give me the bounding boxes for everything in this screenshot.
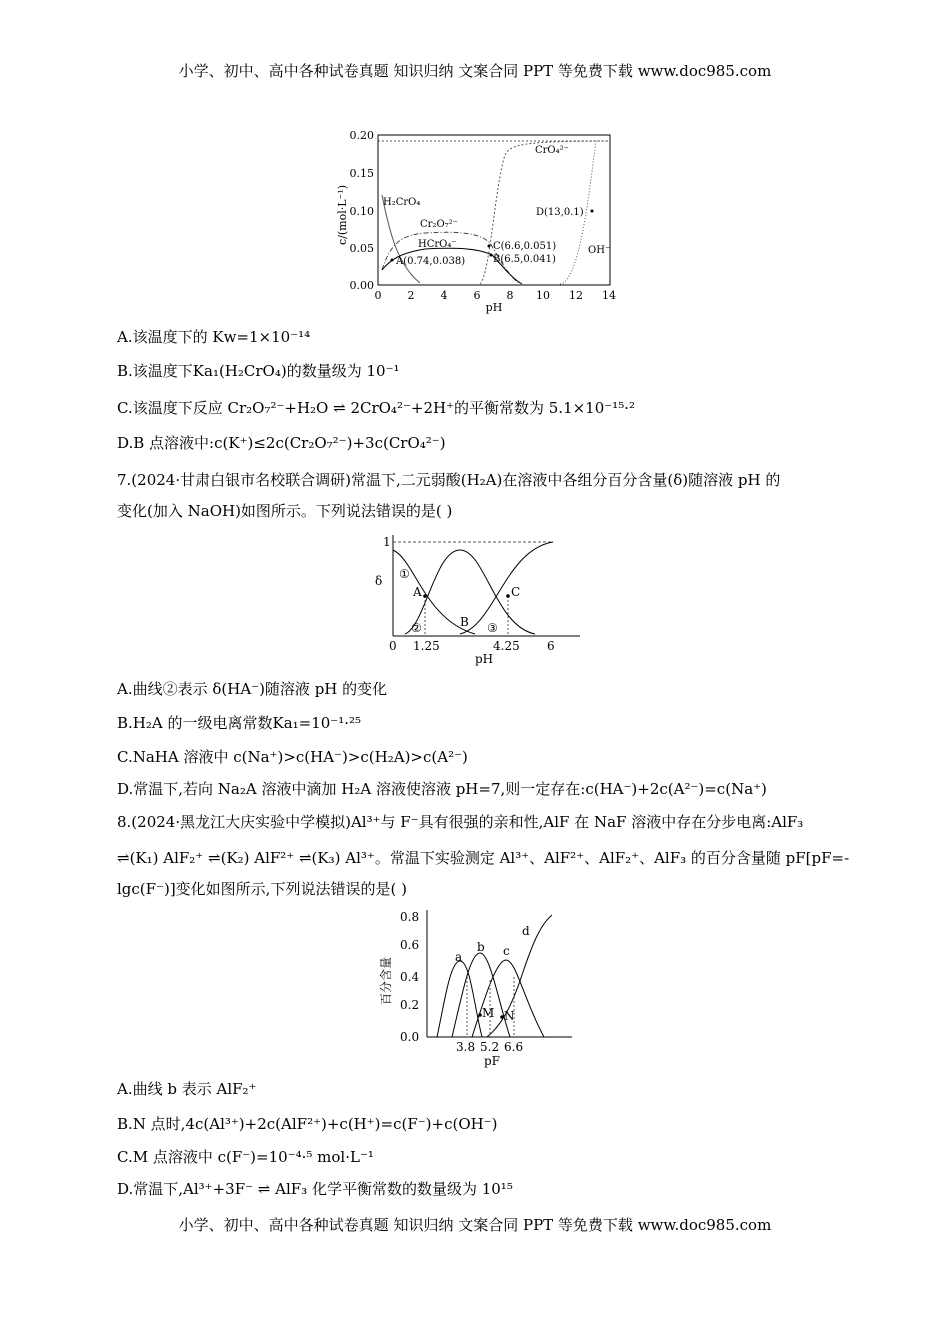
fig3-xtick: 5.2 [480, 1040, 500, 1054]
fig2-ytick: 1 [383, 535, 391, 549]
fig3-curve-d: d [522, 924, 530, 938]
fig2-xtick: 1.25 [413, 639, 440, 653]
fig3-ytick: 0.8 [400, 910, 420, 924]
fig2-point-C: C [511, 585, 521, 599]
fig2-curve-3: ③ [487, 621, 498, 635]
fig2-xtick: 6 [547, 639, 555, 653]
fig1-xtick: 8 [506, 289, 514, 302]
fig1-xtick: 14 [602, 289, 616, 302]
fig1-xtick: 10 [536, 289, 550, 302]
fig1-ytick: 0.15 [349, 167, 374, 180]
fig1-point-B: B(6.5,0.041) [493, 254, 556, 265]
q7-stem-line1: 7.(2024·甘肃白银市名校联合调研)常温下,二元弱酸(H₂A)在溶液中各组分百分含量(δ)随溶液 pH 的 [117, 471, 781, 489]
q7-option-d: D.常温下,若向 Na₂A 溶液中滴加 H₂A 溶液使溶液 pH=7,则一定存在:c(HA⁻)+2c(A²⁻)=c(Na⁺) [117, 780, 767, 798]
fig2-ylabel: δ [375, 574, 383, 588]
q7-option-c: C.NaHA 溶液中 c(Na⁺)>c(HA⁻)>c(H₂A)>c(A²⁻) [117, 748, 468, 766]
fig3-ytick: 0.6 [400, 938, 420, 952]
fig2-point-B: B [460, 615, 469, 629]
q6-option-b: B.该温度下Ka₁(H₂CrO₄)的数量级为 10⁻¹ [117, 362, 400, 380]
fig1-xtick: 12 [569, 289, 583, 302]
q8-option-a: A.曲线 b 表示 AlF₂⁺ [117, 1080, 257, 1098]
fig3-ylabel: 百分含量 [379, 956, 393, 1005]
fig1-label-oh: OH⁻ [588, 245, 611, 256]
fig3-ytick: 0.0 [400, 1030, 420, 1044]
fig1-ytick: 0.10 [349, 205, 374, 218]
fig1-label-hcro4: HCrO₄⁻ [418, 239, 457, 250]
fig2-curve-1: ① [399, 567, 410, 581]
page-footer: 小学、初中、高中各种试卷真题 知识归纳 文案合同 PPT 等免费下载 www.doc985.com [178, 1216, 772, 1234]
q6-option-c: C.该温度下反应 Cr₂O₇²⁻+H₂O ⇌ 2CrO₄²⁻+2H⁺的平衡常数为 5.1×10⁻¹⁵·² [117, 399, 635, 417]
fig3-ytick: 0.4 [400, 970, 420, 984]
h2a-figure [365, 530, 585, 670]
fig1-label-cr2o7: Cr₂O₇²⁻ [420, 219, 458, 230]
fig2-xtick: 4.25 [493, 639, 520, 653]
fig3-xlabel: pF [484, 1054, 501, 1068]
alf-figure [372, 905, 572, 1070]
fig3-point-N: N [504, 1009, 515, 1023]
fig1-xlabel: pH [485, 301, 503, 314]
fig1-xtick: 0 [374, 289, 382, 302]
fig1-xtick: 4 [440, 289, 448, 302]
fig3-xtick: 6.6 [504, 1040, 524, 1054]
fig1-label-cro4: CrO₄²⁻ [535, 145, 569, 156]
fig1-ytick: 0.05 [349, 242, 374, 255]
q7-option-b: B.H₂A 的一级电离常数Ka₁=10⁻¹·²⁵ [117, 714, 362, 732]
q8-stem-line1: 8.(2024·黑龙江大庆实验中学模拟)Al³⁺与 F⁻具有很强的亲和性,AlF 在 NaF 溶液中存在分步电离:AlF₃ [117, 813, 804, 831]
chromate-figure [330, 125, 630, 315]
q8-option-c: C.M 点溶液中 c(F⁻)=10⁻⁴·⁵ mol·L⁻¹ [117, 1148, 374, 1166]
fig3-curve-b: b [477, 940, 485, 954]
q8-option-d: D.常温下,Al³⁺+3F⁻ ⇌ AlF₃ 化学平衡常数的数量级为 10¹⁵ [117, 1180, 513, 1198]
fig1-ylabel: c/(mol·L⁻¹) [336, 184, 349, 245]
fig1-point-D: D(13,0.1) [536, 207, 584, 218]
q6-option-d: D.B 点溶液中:c(K⁺)≤2c(Cr₂O₇²⁻)+3c(CrO₄²⁻) [117, 434, 446, 452]
fig1-ytick: 0.20 [349, 129, 374, 142]
fig1-xtick: 2 [407, 289, 415, 302]
q8-stem-line3: lgc(F⁻)]变化如图所示,下列说法错误的是( ) [117, 880, 407, 898]
fig2-xtick: 0 [389, 639, 397, 653]
q8-option-b: B.N 点时,4c(Al³⁺)+2c(AlF²⁺)+c(H⁺)=c(F⁻)+c(OH⁻) [117, 1115, 498, 1133]
fig2-point-A: A [413, 585, 422, 599]
fig1-label-h2cro4: H₂CrO₄ [383, 197, 421, 208]
fig3-xtick: 3.8 [456, 1040, 476, 1054]
fig1-point-A: A(0.74,0.038) [396, 256, 466, 267]
fig3-curve-a: a [455, 950, 463, 964]
q7-option-a: A.曲线②表示 δ(HA⁻)随溶液 pH 的变化 [117, 680, 388, 698]
page-header: 小学、初中、高中各种试卷真题 知识归纳 文案合同 PPT 等免费下载 www.doc985.com [178, 62, 772, 80]
fig3-ytick: 0.2 [400, 998, 420, 1012]
fig3-curve-c: c [503, 944, 510, 958]
fig2-curve-2: ② [411, 621, 422, 635]
q6-option-a: A.该温度下的 Kw=1×10⁻¹⁴ [117, 328, 311, 346]
fig3-point-M: M [482, 1006, 495, 1020]
fig1-xtick: 6 [473, 289, 481, 302]
q7-stem-line2: 变化(加入 NaOH)如图所示。下列说法错误的是( ) [117, 502, 453, 520]
q8-stem-line2: ⇌(K₁) AlF₂⁺ ⇌(K₂) AlF²⁺ ⇌(K₃) Al³⁺。常温下实验测定 Al³⁺、AlF²⁺、AlF₂⁺、AlF₃ 的百分含量随 pF[pF=- [117, 849, 850, 867]
fig1-point-C: C(6.6,0.051) [493, 241, 557, 252]
fig1-ytick: 0.00 [349, 279, 374, 292]
fig2-xlabel: pH [475, 652, 494, 666]
